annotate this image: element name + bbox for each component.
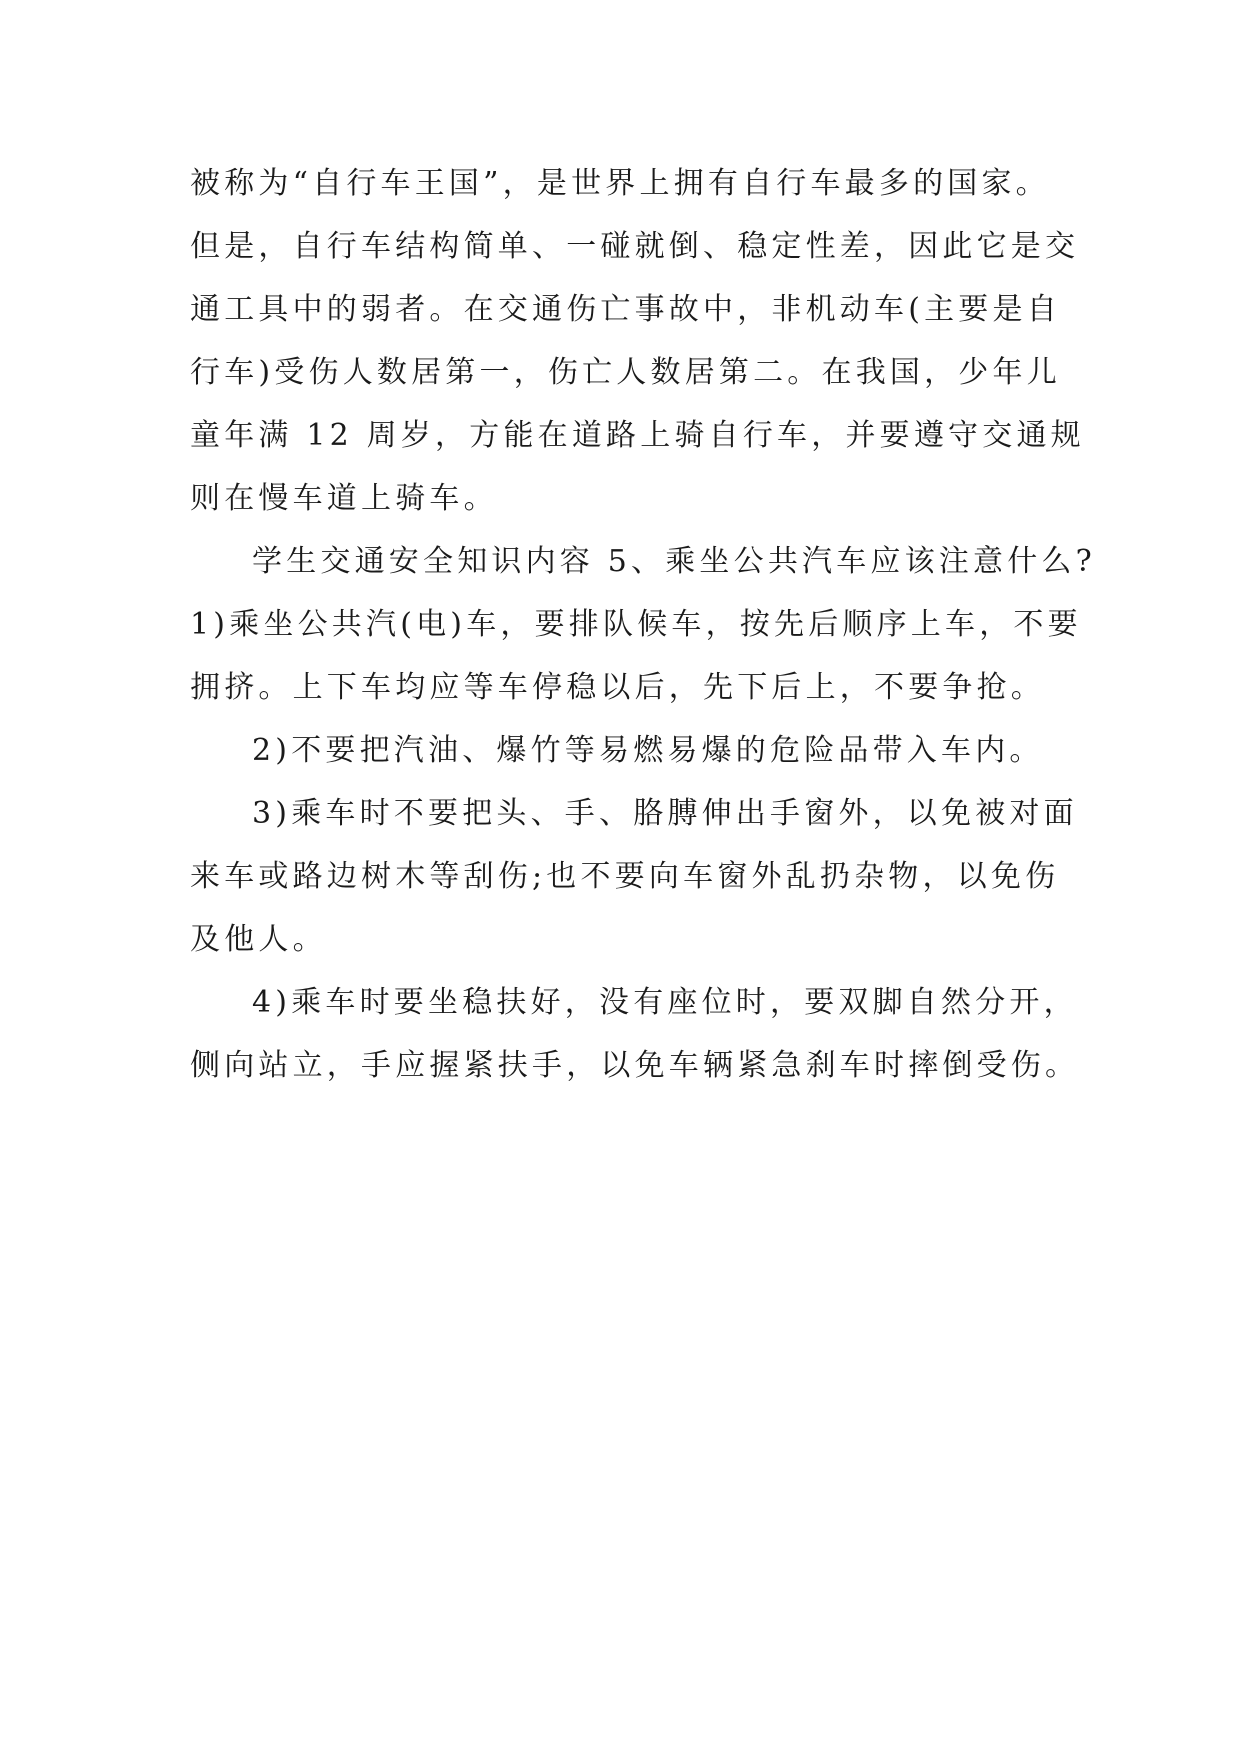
text-line: 行车)受伤人数居第一，伤亡人数居第二。在我国，少年儿 [190, 355, 1061, 390]
text-line: 被称为“自行车王国”，是世界上拥有自行车最多的国家。 [190, 166, 1050, 201]
text-line: 来车或路边树木等刮伤;也不要向车窗外乱扔杂物，以免伤 [190, 859, 1060, 894]
text-line: 学生交通安全知识内容 5、乘坐公共汽车应该注意什么? [252, 544, 1096, 579]
text-line: 2)不要把汽油、爆竹等易燃易爆的危险品带入车内。 [252, 733, 1044, 768]
text-line: 但是，自行车结构简单、一碰就倒、稳定性差，因此它是交 [190, 229, 1080, 264]
paragraph-bus-safety-intro [190, 530, 1096, 719]
text-line: 4)乘车时要坐稳扶好，没有座位时，要双脚自然分开， [252, 985, 1078, 1020]
text-line: 则在慢车道上骑车。 [190, 481, 498, 516]
text-line: 及他人。 [190, 922, 327, 957]
text-line: 3)乘车时不要把头、手、胳膊伸出手窗外，以免被对面 [252, 796, 1078, 831]
text-line: 拥挤。上下车均应等车停稳以后，先下后上，不要争抢。 [190, 670, 1045, 705]
text-line: 童年满 12 周岁，方能在道路上骑自行车，并要遵守交通规 [190, 418, 1085, 453]
text-line: 1)乘坐公共汽(电)车，要排队候车，按先后顺序上车，不要 [190, 607, 1082, 642]
paragraph-bicycle-kingdom [190, 152, 1085, 530]
paragraph-item-3 [190, 782, 1078, 971]
text-line: 通工具中的弱者。在交通伤亡事故中，非机动车(主要是自 [190, 292, 1061, 327]
document-body [190, 152, 1096, 1097]
paragraph-item-4 [190, 971, 1080, 1097]
paragraph-item-2 [190, 719, 1050, 782]
text-line: 侧向站立，手应握紧扶手，以免车辆紧急刹车时摔倒受伤。 [190, 1048, 1080, 1083]
